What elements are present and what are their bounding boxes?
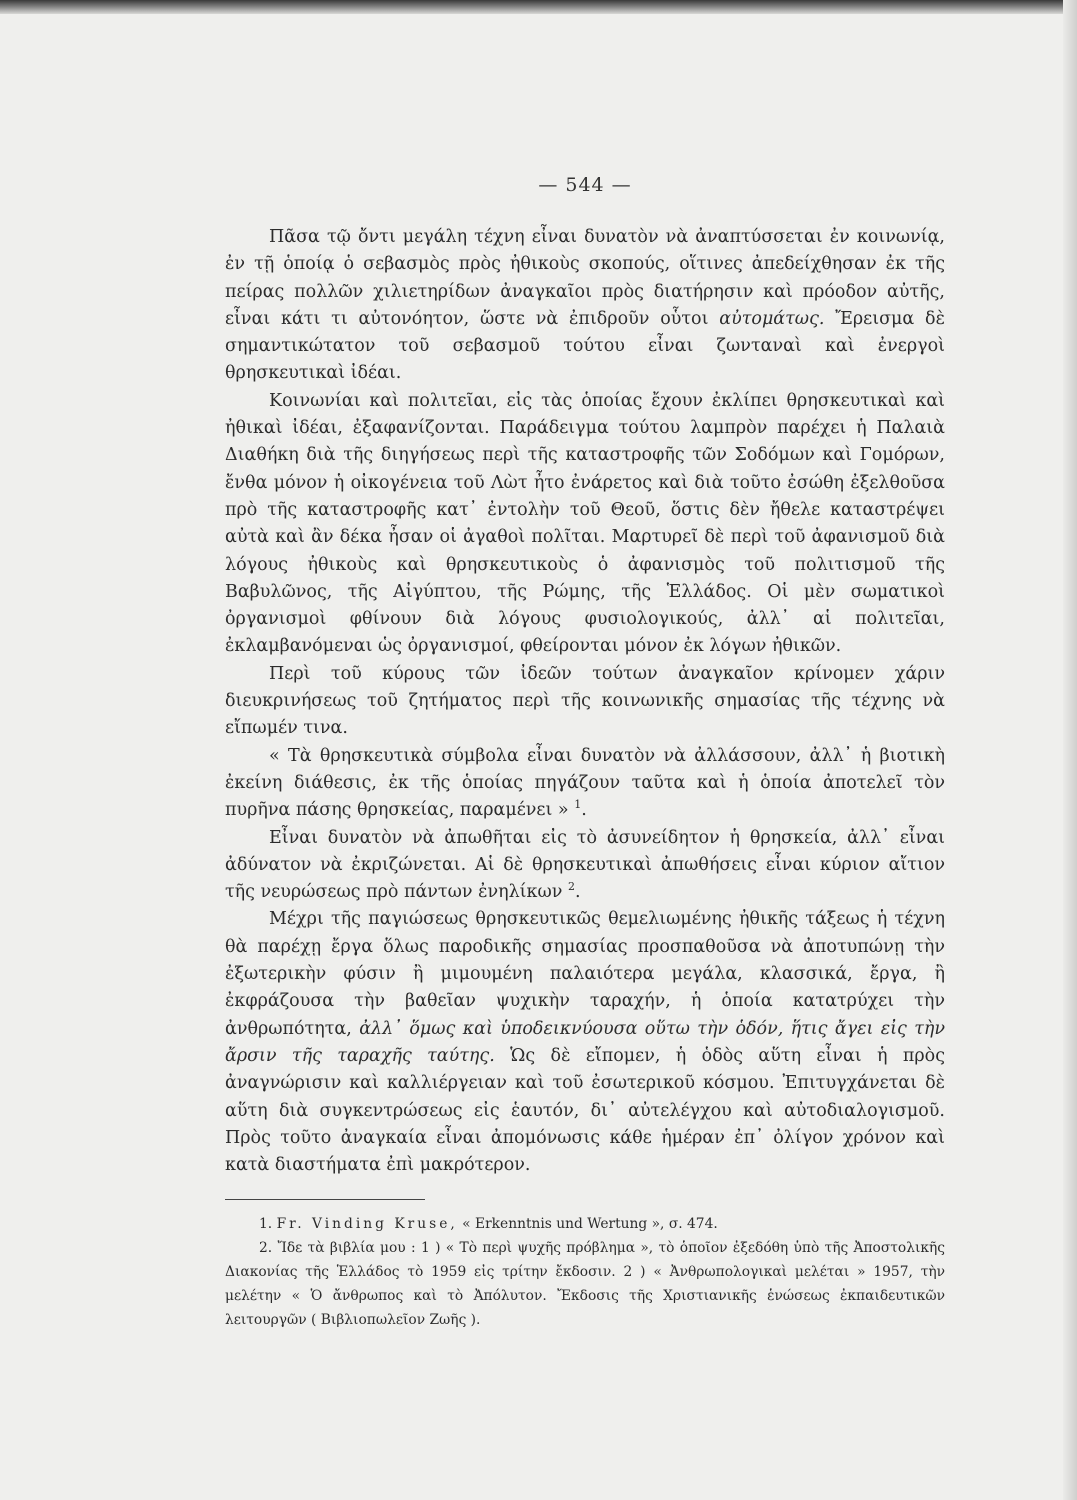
footnote-ref-2: 2	[567, 880, 575, 894]
page-number: — 544 —	[538, 174, 632, 196]
paragraph-3: Περὶ τοῦ κύρους τῶν ἰδεῶν τούτων ἀναγκαῖον κρίνομεν χάριν διευκρινήσεως τοῦ ζητήματος περὶ τῆς κοινωνικῆς σημασίας τῆς τέχνης νὰ εἴπωμέν τινα.	[225, 663, 945, 739]
footnote-divider	[225, 1199, 425, 1200]
scan-top-edge	[0, 0, 1077, 14]
quote-end: .	[581, 800, 587, 821]
footnote-2: 2. Ἴδε τὰ βιβλία μου : 1 ) « Τὸ περὶ ψυχῆς πρόβλημα », τὸ ὁποῖον ἐξεδόθη ὑπὸ τῆς Ἀποστολικῆς Διακονίας τῆς Ἑλλάδος τὸ 1959 εἰς τρίτην ἔκδοσιν. 2 ) « Ἀνθρωπολογικαὶ μελέται » 1957, τὴν μελέτην « Ὁ ἄνθρωπος καὶ τὸ Ἀπόλυτον. Ἔκδοσις τῆς Χριστιανικῆς ἑνώσεως ἐκπαιδευτικῶν λειτουργῶν ( Βιβλιοπωλεῖον Ζωῆς ).	[225, 1240, 945, 1329]
paragraph-1-italic: αὐτομάτως.	[719, 308, 825, 329]
paragraph-6-italic: ἀλλ᾽ ὅμως καὶ ὑποδεικνύουσα οὕτω τὴν ὁδόν, ἥτις ἄγει εἰς τὴν ἄρσιν τῆς ταραχῆς ταύτης.	[225, 1018, 945, 1066]
paragraph-5-end: .	[574, 882, 581, 903]
paragraph-4-quote	[225, 743, 945, 825]
footnotes	[225, 1212, 945, 1332]
scan-right-edge	[1063, 0, 1077, 1500]
footnote-1	[225, 1212, 945, 1236]
paragraph-6-end: Ὡς δὲ εἴπομεν, ἡ ὁδὸς αὕτη εἶναι ἡ πρὸς ἀναγνώρισιν καὶ καλλιέργειαν καὶ τοῦ ἐσωτερικοῦ κόσμου. Ἐπιτυγχάνεται δὲ αὕτη διὰ συγκεντρώσεως εἰς ἑαυτόν, δι᾽ αὐτελέγχου καὶ αὐτοδιαλογισμοῦ. Πρὸς τοῦτο ἀναγκαία εἶναι ἀπομόνωσις κάθε ἡμέραν ἐπ᾽ ὀλίγον χρόνον καὶ κατὰ διαστήματα ἐπὶ μακρότερον.	[225, 1045, 945, 1176]
paragraph-5	[225, 825, 945, 907]
paragraph-2: Κοινωνίαι καὶ πολιτεῖαι, εἰς τὰς ὁποίας ἔχουν ἐκλίπει θρησκευτικαὶ καὶ ἠθικαὶ ἰδέαι, ἐξαφανίζονται. Παράδειγμα τούτου λαμπρὸν παρέχει ἡ Παλαιὰ Διαθήκη διὰ τῆς διηγήσεως περὶ τῆς καταστροφῆς τῶν Σοδόμων καὶ Γομόρων, ἔνθα μόνον ἡ οἰκογένεια τοῦ Λὼτ ἦτο ἐνάρετος καὶ διὰ τοῦτο ἐσώθη ἐξελθοῦσα πρὸ τῆς καταστροφῆς κατ᾽ ἐντολὴν τοῦ Θεοῦ, ὅστις δὲν ἤθελε καταστρέψει αὐτὰ καὶ ἂν δέκα ἦσαν οἱ ἀγαθοὶ πολῖται. Μαρτυρεῖ δὲ περὶ τοῦ ἀφανισμοῦ διὰ λόγους ἠθικοὺς καὶ θρησκευτικοὺς ὁ ἀφανισμὸς τοῦ πολιτισμοῦ τῆς Βαβυλῶνος, τῆς Αἰγύπτου, τῆς Ρώμης, τῆς Ἑλλάδος. Οἱ μὲν σωματικοὶ ὀργανισμοὶ φθίνουν διὰ λόγους φυσιολογικούς, ἀλλ᾽ αἱ πολιτεῖαι, ἐκλαμβανόμεναι ὡς ὀργανισμοί, φθείρονται μόνον ἐκ λόγων ἠθικῶν.	[225, 390, 945, 657]
paragraph-6-text: Μέχρι τῆς παγιώσεως θρησκευτικῶς θεμελιωμένης ἠθικῆς τάξεως ἡ τέχνη θὰ παρέχῃ ἔργα ὅλως παροδικῆς σημασίας προσπαθοῦσα νὰ ἀποτυπώνῃ τὴν ἐξωτερικὴν φύσιν ἢ μιμουμένη παλαιότερα μεγάλα, κλασσικά, ἔργα, ἢ ἐκφράζουσα τὴν βαθεῖαν ψυχικὴν ταραχήν, ἡ ὁποία κατατρύχει τὴν ἀνθρωπότητα,	[225, 909, 945, 1039]
footnote-ref-1: 1	[574, 798, 582, 812]
footnote-1-text: « Erkenntnis und Wertung », σ. 474.	[462, 1216, 718, 1233]
footnote-1-author: Fr. Vinding Kruse,	[276, 1216, 458, 1233]
paragraph-1-end: Ἔρεισμα δὲ σημαντικώτατον τοῦ σεβασμοῦ τούτου εἶναι ζωνταναὶ καὶ ἐνεργοὶ θρησκευτικαὶ ἰδέαι.	[225, 308, 945, 384]
book-page	[225, 174, 945, 1332]
paragraph-1	[225, 224, 945, 388]
footnote-1-number: 1.	[259, 1216, 273, 1233]
quote-text: « Τὰ θρησκευτικὰ σύμβολα εἶναι δυνατὸν νὰ ἀλλάσσουν, ἀλλ᾽ ἡ βιοτικὴ ἐκείνη διάθεσις, ἐκ τῆς ὁποίας πηγάζουν ταῦτα καὶ ἡ ὁποία ἀποτελεῖ τὸν πυρῆνα πάσης θρησκείας, παραμένει »	[225, 745, 945, 821]
paragraph-5-text: Εἶναι δυνατὸν νὰ ἀπωθῆται εἰς τὸ ἀσυνείδητον ἡ θρησκεία, ἀλλ᾽ εἶναι ἀδύνατον νὰ ἐκριζώνεται. Αἱ δὲ θρησκευτικαὶ ἀπωθήσεις εἶναι κύριον αἴτιον τῆς νευρώσεως πρὸ πάντων ἐνηλίκων	[225, 827, 945, 903]
paragraph-6	[225, 906, 945, 1179]
body-text	[225, 224, 945, 1179]
paragraph-1-text: Πᾶσα τῷ ὄντι μεγάλη τέχνη εἶναι δυνατὸν νὰ ἀναπτύσσεται ἐν κοινωνίᾳ, ἐν τῇ ὁποίᾳ ὁ σεβασμὸς πρὸς ἠθικοὺς σκοπούς, οἵτινες ἀπεδείχθησαν ἐκ τῆς πείρας πολλῶν χιλιετηρίδων ἀναγκαῖοι πρὸς διατήρησιν καὶ πρόοδον αὐτῆς, εἶναι κάτι τι αὐτονόητον, ὥστε νὰ ἐπιδροῦν οὗτοι	[225, 227, 945, 329]
